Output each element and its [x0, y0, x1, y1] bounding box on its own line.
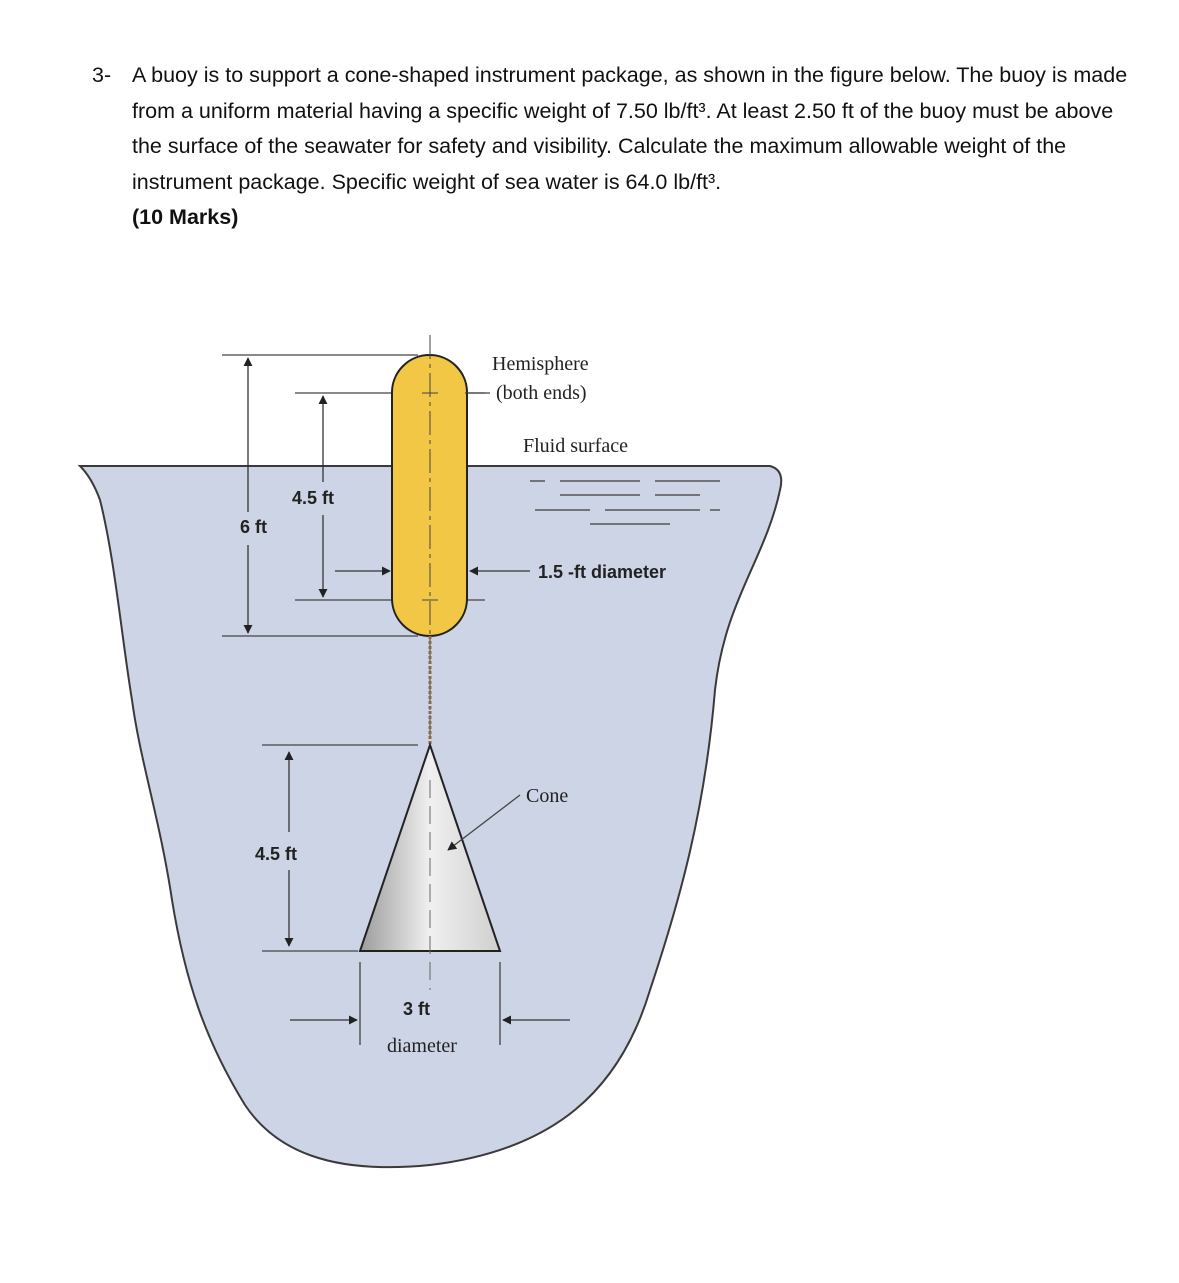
question-text: A buoy is to support a cone-shaped instrument package, as shown in the figure below. The buoy is made from a uniform material having a specific weight of 7.50 lb/ft³. At least 2.50 ft of the buoy must be above the surface of the seawater for safety and visibility. Calculate the maximum allowable weight of the instrument package. Specific weight of sea water is 64.0 lb/ft³.	[132, 63, 1128, 194]
hemisphere-label: Hemisphere	[492, 353, 589, 375]
cone-diameter-label: 3 ft	[403, 999, 430, 1019]
hemisphere-label-ends: (both ends)	[496, 382, 587, 404]
cone-label: Cone	[526, 785, 569, 807]
cylinder-height-label: 4.5 ft	[292, 488, 335, 508]
fluid-surface-label: Fluid surface	[523, 435, 628, 457]
cone-height-label: 4.5 ft	[255, 844, 298, 864]
total-height-label: 6 ft	[240, 517, 267, 537]
question-marks: (10 Marks)	[132, 205, 239, 229]
buoy-diameter-label: 1.5 -ft diameter	[538, 562, 667, 582]
cone-diameter-label-word: diameter	[387, 1035, 457, 1057]
question-number: 3-	[92, 63, 112, 87]
